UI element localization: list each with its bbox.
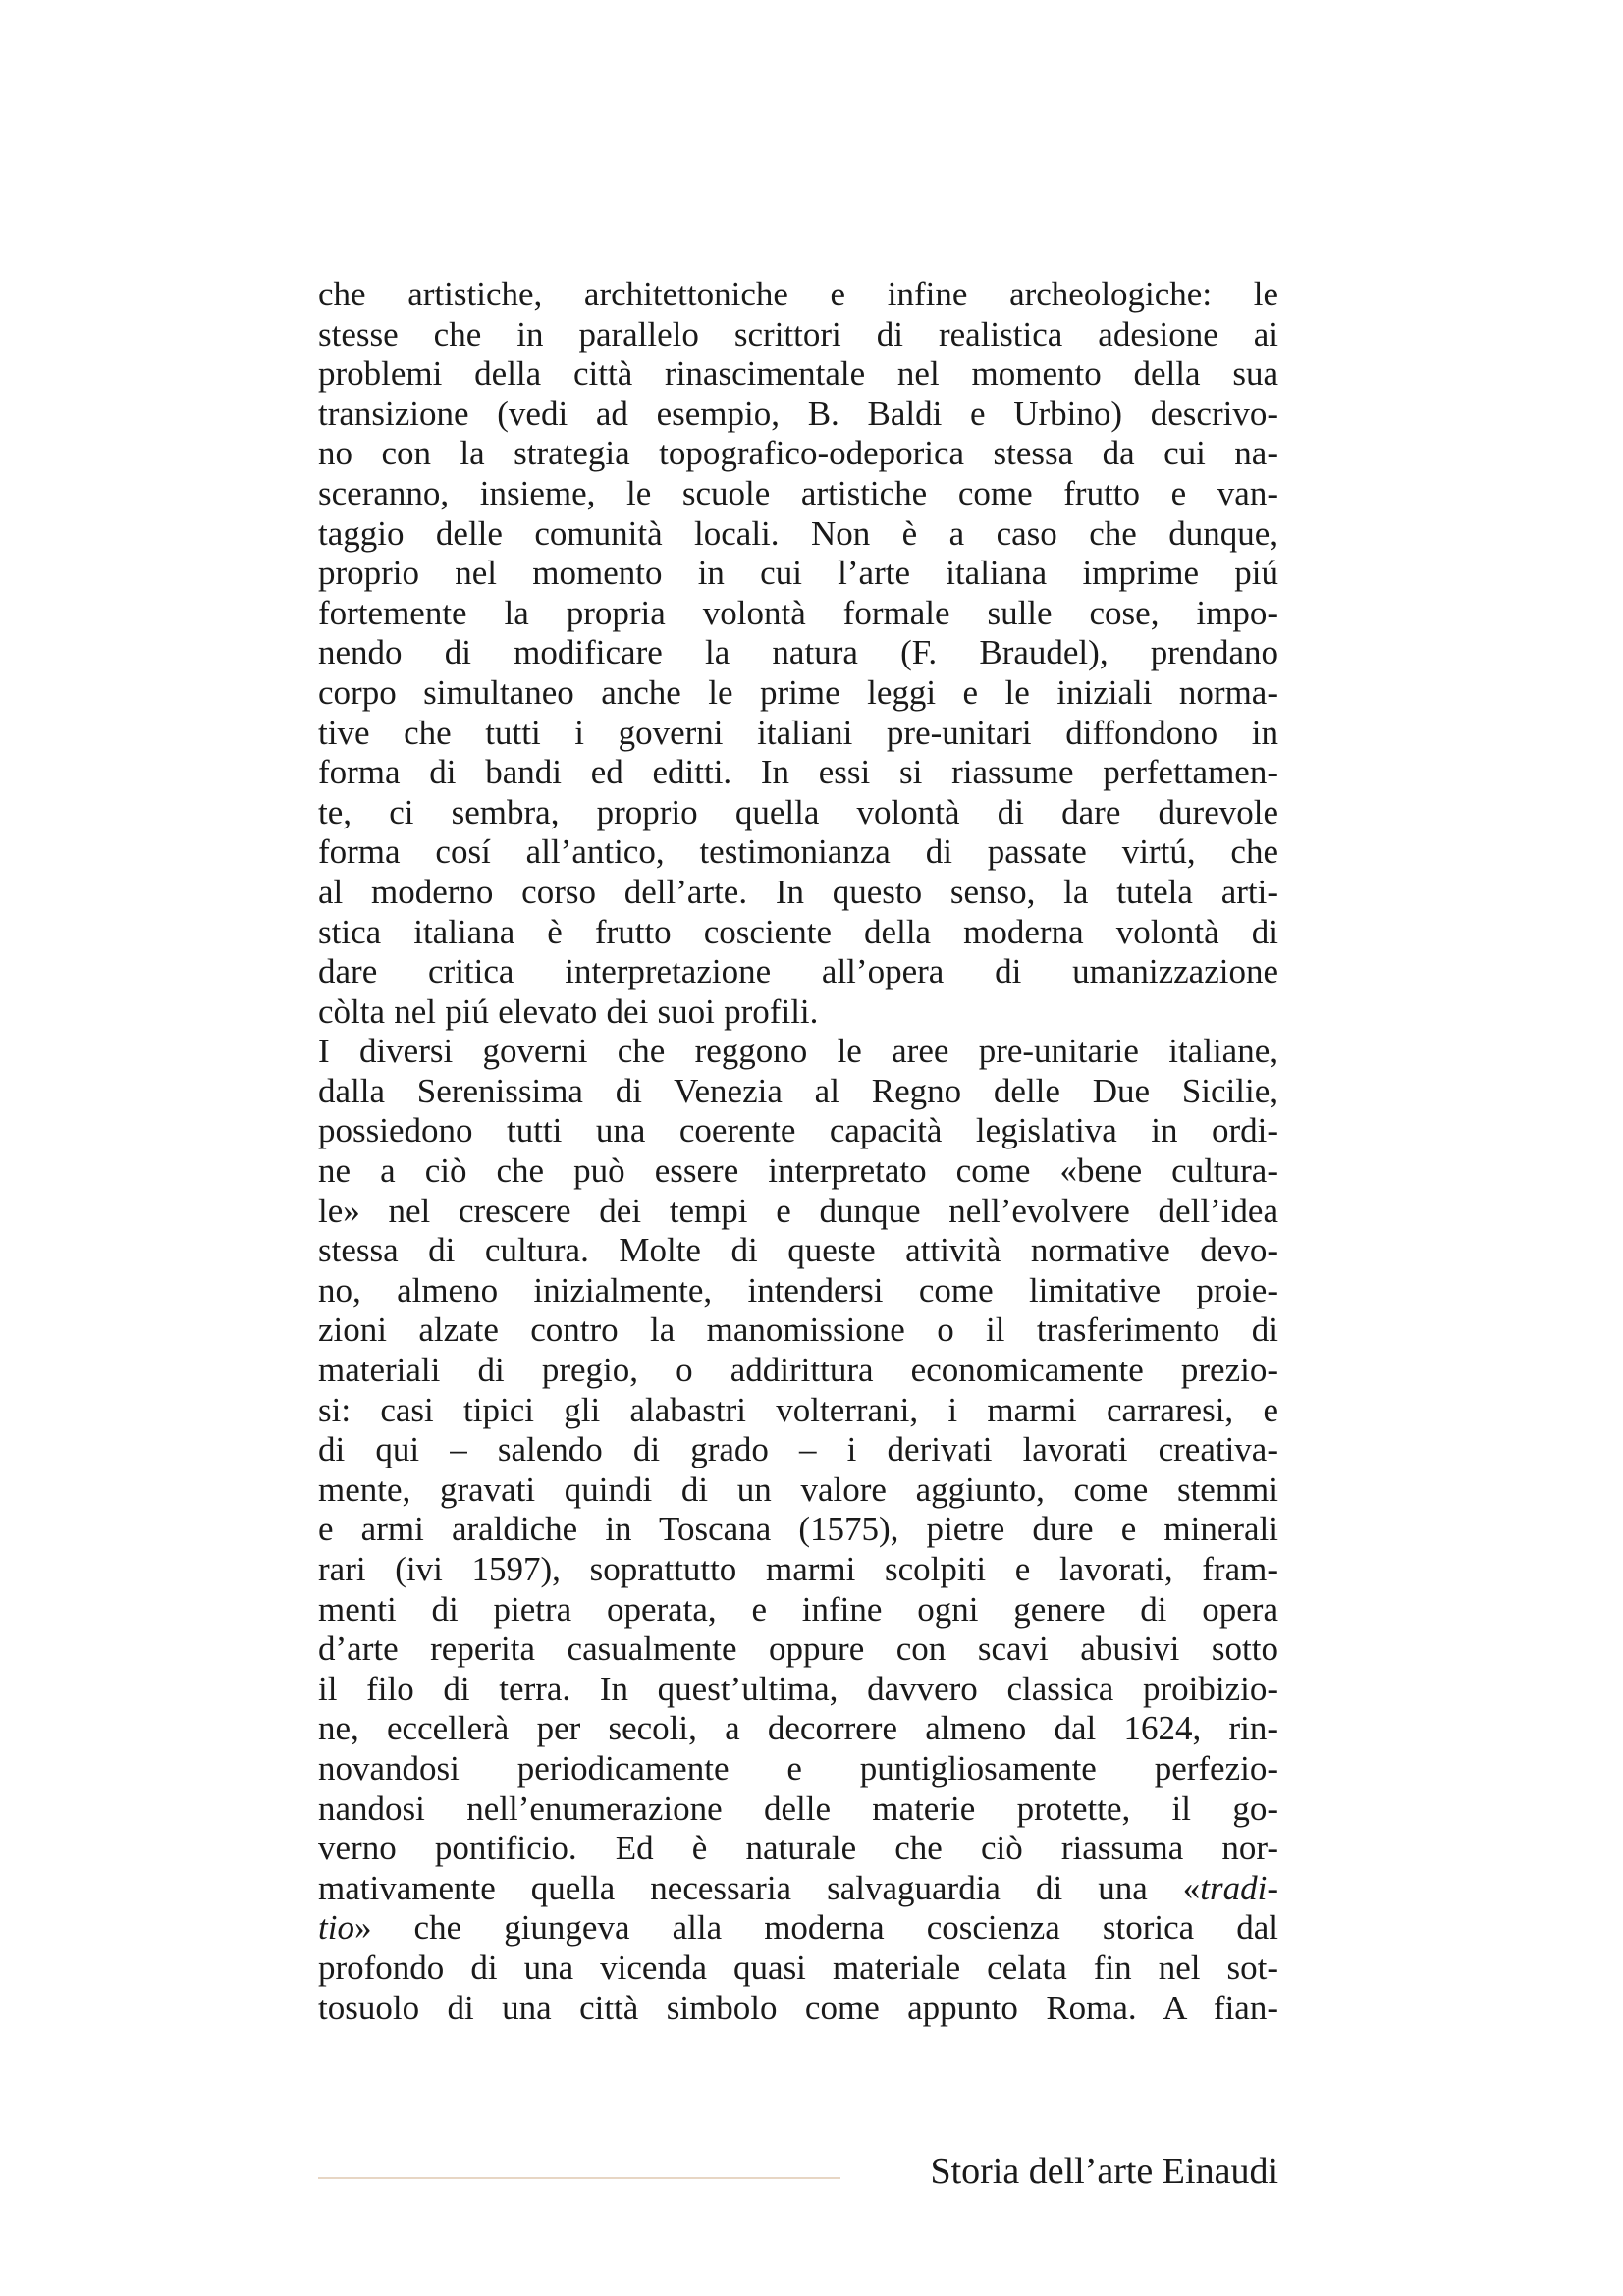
text-line: dalla Serenissima di Venezia al Regno delle Due Sicilie, (318, 1071, 1278, 1110)
text-line: le» nel crescere dei tempi e dunque nell’evolvere dell’idea (318, 1191, 1278, 1230)
footer-title: Storia dell’arte Einaudi (930, 2151, 1278, 2192)
text-line: sceranno, insieme, le scuole artistiche come frutto e van- (318, 473, 1278, 512)
text-line: menti di pietra operata, e infine ogni genere di opera (318, 1589, 1278, 1629)
text-line: còlta nel piú elevato dei suoi profili. (318, 991, 819, 1031)
text-line: stessa di cultura. Molte di queste attività normative devo- (318, 1231, 1278, 1270)
text-line: che artistiche, architettoniche e infine archeologiche: le (318, 275, 1278, 313)
text-line: te, ci sembra, proprio quella volontà di dare durevole (318, 792, 1278, 831)
text-line: verno pontificio. Ed è naturale che ciò riassuma nor- (318, 1829, 1278, 1868)
text-line: forma di bandi ed editti. In essi si riassume perfettamen- (318, 753, 1278, 792)
text-line: e armi araldiche in Toscana (1575), pietre dure e minerali (318, 1510, 1278, 1549)
text-line: fortemente la propria volontà formale sulle cose, impo- (318, 593, 1278, 632)
text-line: si: casi tipici gli alabastri volterrani, i marmi carraresi, e (318, 1390, 1278, 1429)
text-line: mente, gravati quindi di un valore aggiunto, come stemmi (318, 1469, 1278, 1509)
text-line: no con la strategia topografico-odeporica stessa da cui na- (318, 434, 1278, 473)
text-line: il filo di terra. In quest’ultima, davvero classica proibizio- (318, 1669, 1278, 1708)
text-line: nendo di modificare la natura (F. Braudel), prendano (318, 633, 1278, 672)
text-line: ne a ciò che può essere interpretato come «bene cultura- (318, 1151, 1278, 1191)
text-line: mativamente quella necessaria salvaguardia di una «tradi- (318, 1868, 1278, 1907)
text-line: proprio nel momento in cui l’arte italiana imprime piú (318, 554, 1278, 593)
text-line: dare critica interpretazione all’opera di umanizzazione (318, 952, 1278, 991)
text-line: nandosi nell’enumerazione delle materie protette, il go- (318, 1789, 1278, 1828)
text-line: taggio delle comunità locali. Non è a caso che dunque, (318, 513, 1278, 553)
text-line: tio» che giungeva alla moderna coscienza storica dal (318, 1908, 1278, 1948)
text-line: corpo simultaneo anche le prime leggi e le iniziali norma- (318, 672, 1278, 712)
text-line: tive che tutti i governi italiani pre-unitari diffondono in (318, 713, 1278, 752)
text-line: rari (ivi 1597), soprattutto marmi scolpiti e lavorati, fram- (318, 1550, 1278, 1588)
text-line: forma cosí all’antico, testimonianza di passate virtú, che (318, 832, 1278, 872)
text-line: problemi della città rinascimentale nel momento della sua (318, 354, 1278, 394)
text-line: al moderno corso dell’arte. In questo senso, la tutela arti- (318, 872, 1278, 911)
text-line: di qui – salendo di grado – i derivati lavorati creativa- (318, 1430, 1278, 1469)
text-line: stica italiana è frutto cosciente della moderna volontà di (318, 912, 1278, 951)
text-line: I diversi governi che reggono le aree pre-unitarie italiane, (318, 1032, 1278, 1071)
footer-rule (318, 2177, 840, 2179)
text-line: possiedono tutti una coerente capacità legislativa in ordi- (318, 1111, 1278, 1150)
text-line: d’arte reperita casualmente oppure con scavi abusivi sotto (318, 1629, 1278, 1669)
text-line: tosuolo di una città simbolo come appunto Roma. A fian- (318, 1988, 1278, 2027)
text-line: no, almeno inizialmente, intendersi come limitative proie- (318, 1270, 1278, 1309)
text-line: novandosi periodicamente e puntigliosamente perfezio- (318, 1748, 1278, 1788)
body-text (318, 275, 1278, 2028)
text-line: materiali di pregio, o addirittura economicamente prezio- (318, 1351, 1278, 1390)
text-line: zioni alzate contro la manomissione o il trasferimento di (318, 1310, 1278, 1350)
text-line: profondo di una vicenda quasi materiale celata fin nel sot- (318, 1948, 1278, 1987)
text-line: stesse che in parallelo scrittori di realistica adesione ai (318, 314, 1278, 353)
text-line: ne, eccellerà per secoli, a decorrere almeno dal 1624, rin- (318, 1709, 1278, 1748)
text-line: transizione (vedi ad esempio, B. Baldi e Urbino) descrivo- (318, 394, 1278, 433)
